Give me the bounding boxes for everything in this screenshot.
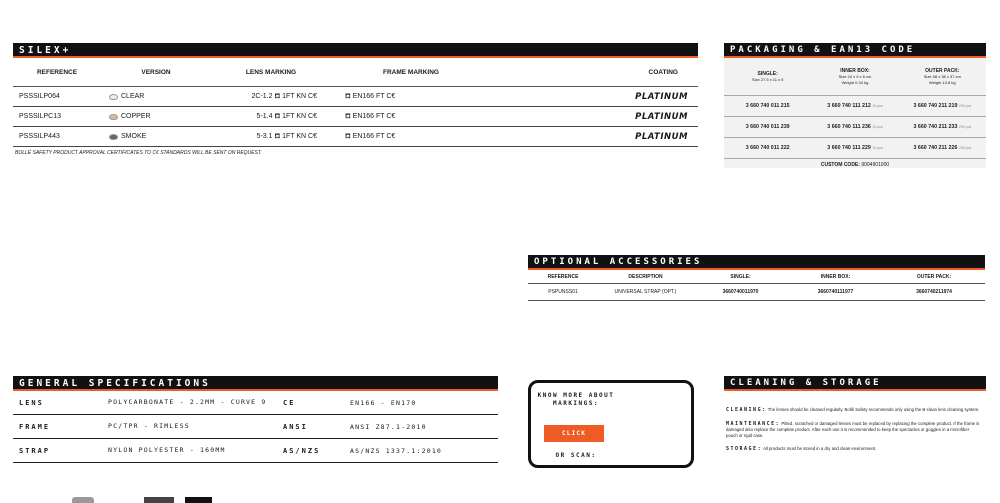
scan-label: OR SCAN: [555,452,597,459]
cleaning-item-label: STORAGE: [726,445,763,452]
cleaning-storage [724,376,986,460]
lens-swatch-icon [109,94,118,100]
spec-value-2: EN166 - EN170 [350,398,417,407]
spec-row [13,415,498,439]
pack-header-inner: INNER BOX: Size 24 x 9 x 6 cm Weight 0.34 kg [838,67,872,85]
table-row [13,87,698,107]
pack-inner: 3 660 740 111 236 10 pcs [827,124,883,130]
click-button[interactable]: CLICK [544,425,604,442]
accessories-header-row [528,270,985,284]
pack-single: 3 660 740 011 239 [745,124,790,130]
row-lens-marking: 5-3.1 ⛾ 1FT KN C€ [256,133,317,140]
row-frame-marking: ⛾ EN166 FT C€ [345,133,396,140]
logo-fragment [185,497,212,503]
table-row [528,284,985,301]
spec-value: PC/TPR - RIMLESS [108,422,190,430]
row-reference: PSSSILP064 [19,93,60,100]
spec-label: STRAP [19,446,51,455]
pack-outer: 3 660 740 211 226 200 pcs [913,145,972,151]
acc-description: UNIVERSAL STRAP (OPT.) [614,289,677,295]
row-version: SMOKE [101,133,211,140]
custom-code: CUSTOM CODE: 9004901000 [724,158,986,171]
row-lens-marking: 2C-1.2 ⛾ 1FT KN C€ [251,93,317,100]
spec-value: POLYCARBONATE - 2.2MM - CURVE 9 [108,398,267,406]
cleaning-item-text: All products must be stored in a dry and clean environment. [763,445,877,451]
cleaning-item-label: CLEANING: [726,407,767,413]
spec-label: FRAME [19,422,51,431]
know-more-box [528,380,694,468]
table-row [724,137,986,158]
acc-header-single: SINGLE: [730,273,751,280]
spec-label-2: ANSI [283,422,308,431]
row-reference: PSSSILPC13 [19,113,62,120]
know-more-title: KNOW MORE ABOUT MARKINGS: [537,392,615,407]
spec-value-2: ANSI Z87.1-2010 [350,422,427,431]
row-reference: PSSSILP443 [19,133,60,140]
packaging-title: PACKAGING & EAN13 CODE [724,43,986,58]
row-frame-marking: ⛾ EN166 FT C€ [345,93,396,100]
acc-single: 3660740011970 [722,289,759,295]
row-frame-marking: ⛾ EN166 FT C€ [345,113,396,120]
cleaning-item-label: MAINTENANCE: [726,421,781,428]
silex-title: SILEX+ [13,43,698,58]
header-coating: COATING [648,68,678,76]
table-row [724,95,986,116]
header-reference: REFERENCE [36,68,78,76]
table-row [13,127,698,147]
acc-header-reference: REFERENCE [547,273,579,280]
row-version: CLEAR [101,93,211,100]
spec-row [13,439,498,463]
spec-label: LENS [19,398,44,407]
row-version: COPPER [101,113,211,120]
pack-header-single: SINGLE: Size 27.5 x 11 x 5 [751,70,784,82]
header-lens-marking: LENS MARKING [245,68,297,76]
pack-outer: 3 660 740 211 219 200 pcs [913,103,972,109]
general-specifications [13,376,498,463]
spec-label-2: AS/NZS [283,446,321,455]
cleaning-title: CLEANING & STORAGE [724,376,986,391]
silex-footnote: BOLLÉ SAFETY PRODUCT APPROVAL CERTIFICATES TO C€ STANDARDS WILL BE SENT ON REQUEST. [15,150,262,156]
pack-single: 3 660 740 011 215 [745,103,790,109]
acc-header-inner: INNER BOX: [820,273,851,280]
pack-inner: 3 660 740 111 229 10 pcs [827,145,883,151]
cleaning-item [726,446,982,452]
specs-title: GENERAL SPECIFICATIONS [13,376,498,391]
row-coating: PLATINUM [635,131,688,142]
packaging-table [724,43,986,168]
acc-reference: PSPUNSS01 [548,289,578,295]
row-coating: PLATINUM [635,91,688,102]
spec-label-2: CE [283,398,296,407]
header-frame-marking: FRAME MARKING [383,68,439,76]
lens-swatch-icon [109,114,118,120]
packaging-header-row [724,58,986,95]
cleaning-item-text: The lenses should be cleaned regularly. Bollé Safety recommends only using the B-clean lens cleaning system. [767,407,980,412]
pack-single: 3 660 740 011 222 [745,145,790,151]
silex-table [13,43,698,156]
acc-outer: 3660740211974 [916,289,952,295]
acc-header-outer: OUTER PACK: [916,273,952,280]
spec-value: NYLON POLYESTER - 160MM [108,446,226,454]
row-coating: PLATINUM [635,111,688,122]
acc-header-description: DESCRIPTION [628,273,663,280]
cleaning-item [726,407,982,413]
pack-outer: 3 660 740 211 233 200 pcs [913,124,972,130]
acc-inner: 3660740111977 [817,289,854,295]
spec-row [13,391,498,415]
row-lens-marking: 5-1.4 ⛾ 1FT KN C€ [256,113,317,120]
lens-swatch-icon [109,134,118,140]
accessories-title: OPTIONAL ACCESSORIES [528,255,985,270]
header-version: VERSION [141,68,171,76]
pack-header-outer: OUTER PACK: Size 58 x 38 x 37 cm Weight 13.8 kg [923,67,961,85]
table-row [724,116,986,137]
spec-value-2: AS/NZS 1337.1:2010 [350,446,443,455]
cleaning-item [726,421,982,438]
table-row [13,107,698,127]
logo-fragment [72,497,94,503]
accessories-table [528,255,985,301]
pack-inner: 3 660 740 111 212 10 pcs [827,103,883,109]
silex-header-row [13,58,698,87]
cleaning-item-text: Pitted, scratched or damaged lenses must be replaced by replacing the complete product. If the frame is damaged also replace the complete product. After each use it is recommended to keep the spectacles or goggles in a microfiber pouch or rigid case. [726,421,980,438]
logo-fragment [144,497,174,503]
